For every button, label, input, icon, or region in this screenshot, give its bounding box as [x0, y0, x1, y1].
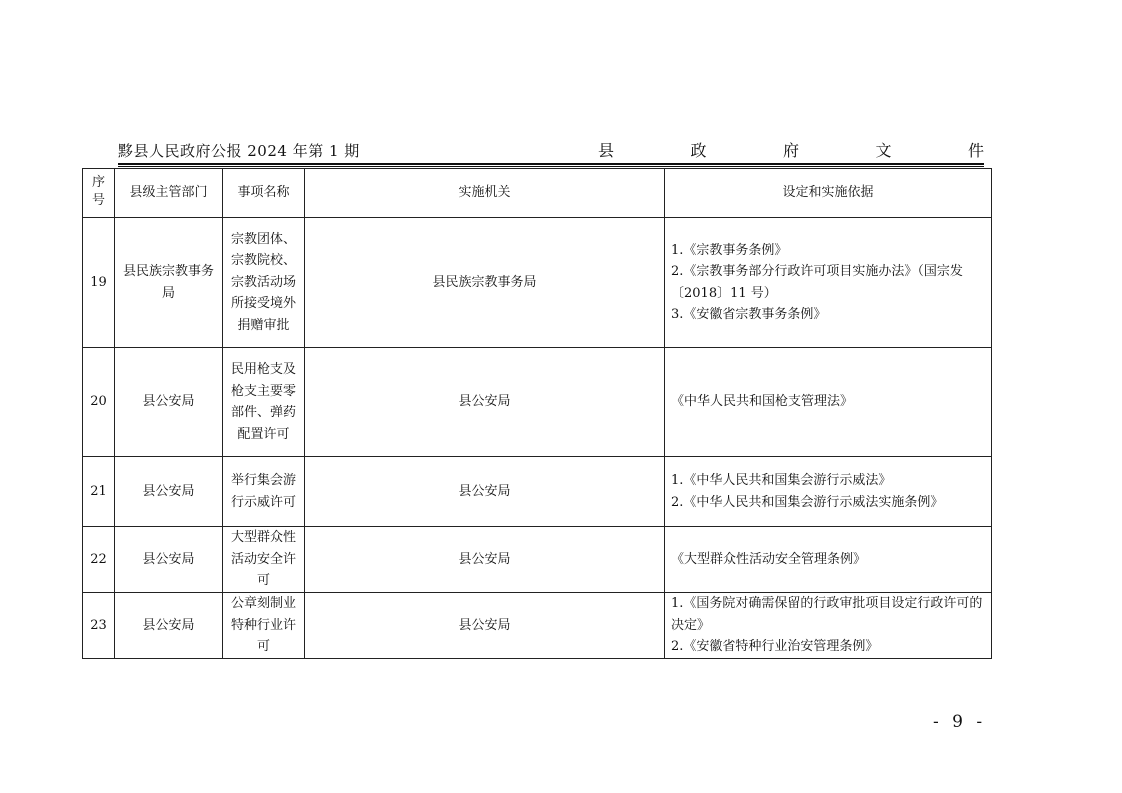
- section-char: 文: [875, 141, 892, 160]
- row-agency: 县公安局: [305, 457, 665, 527]
- section-char: 县: [598, 141, 615, 160]
- page-number: - 9 -: [933, 712, 987, 732]
- row-number: 21: [83, 457, 115, 527]
- section-char: 件: [967, 141, 984, 160]
- row-item: 公章刻制业特种行业许可: [223, 593, 305, 659]
- table-row: [83, 457, 992, 527]
- row-basis: [665, 218, 992, 348]
- column-header-dept: 县级主管部门: [115, 169, 223, 218]
- table-row: [83, 218, 992, 348]
- table-header-row: [83, 169, 992, 218]
- basis-line: 3.《安徽省宗教事务条例》: [671, 307, 827, 322]
- row-dept: 县公安局: [115, 527, 223, 593]
- basis-line: 《中华人民共和国枪支管理法》: [671, 394, 854, 410]
- basis-line: 1.《国务院对确需保留的行政审批项目设定行政许可的决定》: [671, 596, 983, 633]
- row-number: 23: [83, 593, 115, 659]
- column-header-agency: 实施机关: [305, 169, 665, 218]
- publication-title: 黟县人民政府公报 2024 年第 1 期: [118, 142, 360, 160]
- basis-line: 2.《安徽省特种行业治安管理条例》: [671, 639, 879, 654]
- table-row: [83, 527, 992, 593]
- section-char: 府: [782, 141, 799, 160]
- basis-line: 2.《中华人民共和国集会游行示威法实施条例》: [671, 494, 944, 510]
- column-header-basis: 设定和实施依据: [665, 169, 992, 218]
- header-rule-thick: [118, 163, 984, 165]
- table-row: [83, 348, 992, 457]
- column-header-item: 事项名称: [223, 169, 305, 218]
- row-number: 22: [83, 527, 115, 593]
- row-agency: 县公安局: [305, 348, 665, 457]
- row-item: 大型群众性活动安全许可: [223, 527, 305, 593]
- basis-line: 2.《宗教事务部分行政许可项目实施办法》（国宗发〔2018〕11 号）: [671, 264, 963, 301]
- row-dept: 县公安局: [115, 457, 223, 527]
- row-number: 19: [83, 218, 115, 348]
- row-agency: 县公安局: [305, 593, 665, 659]
- row-number: 20: [83, 348, 115, 457]
- row-dept: 县民族宗教事务局: [115, 218, 223, 348]
- row-basis: [665, 457, 992, 527]
- basis-line: 1.《宗教事务条例》: [671, 242, 788, 258]
- row-item: 举行集会游行示威许可: [223, 457, 305, 527]
- section-title: [598, 140, 984, 162]
- row-basis: [665, 527, 992, 593]
- section-char: 政: [690, 141, 707, 160]
- row-item: 民用枪支及枪支主要零部件、弹药配置许可: [223, 348, 305, 457]
- column-header-no: 序号: [83, 169, 115, 218]
- row-basis: [665, 348, 992, 457]
- row-agency: 县公安局: [305, 527, 665, 593]
- basis-line: 1.《中华人民共和国集会游行示威法》: [671, 473, 892, 488]
- basis-line: 《大型群众性活动安全管理条例》: [671, 551, 867, 567]
- row-basis: [665, 593, 992, 659]
- permit-table: [82, 168, 992, 659]
- document-header: [118, 140, 984, 164]
- row-item: 宗教团体、宗教院校、宗教活动场所接受境外捐赠审批: [223, 218, 305, 348]
- row-dept: 县公安局: [115, 593, 223, 659]
- row-agency: 县民族宗教事务局: [305, 218, 665, 348]
- table-row: [83, 593, 992, 659]
- header-rule-thin: [118, 166, 984, 167]
- row-dept: 县公安局: [115, 348, 223, 457]
